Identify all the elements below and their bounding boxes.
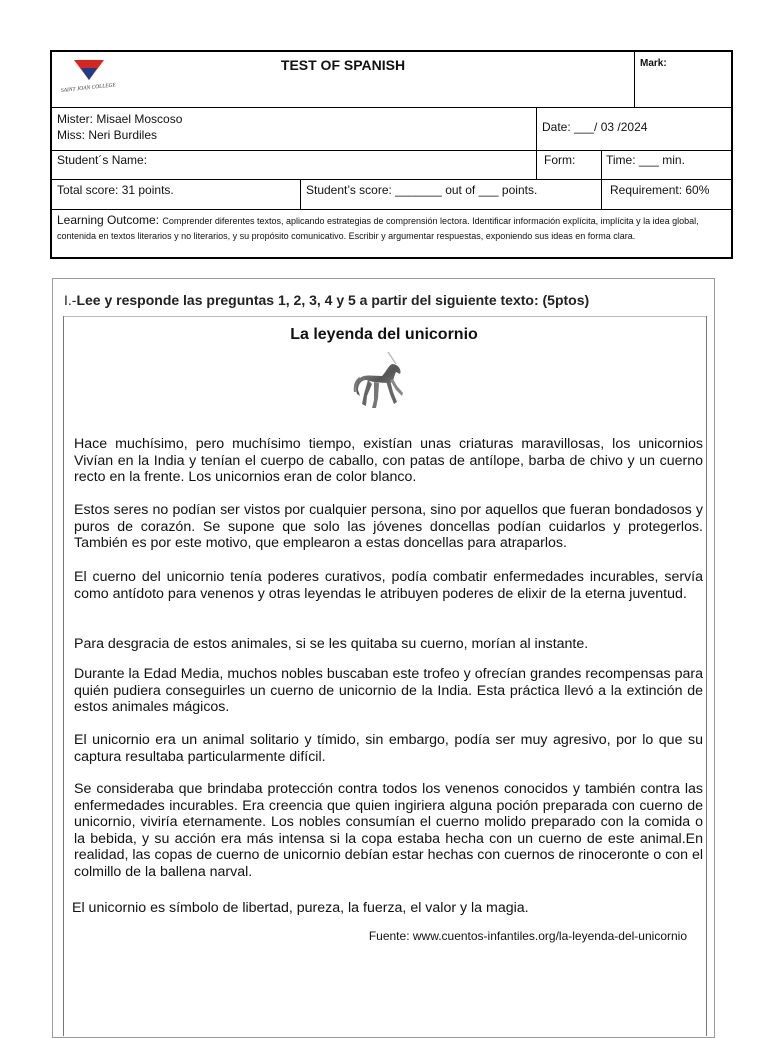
story-paragraph-8: El unicornio es símbolo de libertad, pureza, la fuerza, el valor y la magia. [72, 900, 529, 916]
story-paragraph-4: Para desgracia de estos animales, si se les quitaba su cuerno, morían al instante. [74, 636, 589, 652]
question-number: I.- [64, 292, 77, 308]
learning-outcome-label: Learning Outcome: [57, 213, 160, 227]
learning-outcome-text: Comprender diferentes textos, aplicando estrategias de comprensión lectora. Identificar información explícita, implícita y la idea global, contenida en textos literarios y no literarios, y su propósito comunicativo. Escribir y argumentar respuestas, exponiendo sus ideas en forma clara. [57, 216, 699, 241]
text-frame-top [63, 316, 707, 317]
unicorn-icon [352, 350, 412, 412]
total-score: Total score: 31 points. [57, 183, 174, 197]
requirement: Requirement: 60% [610, 183, 710, 197]
text-frame-left [63, 316, 64, 1036]
story-paragraph-7: Se consideraba que brindaba protección contra todos los venenos conocidos y también contra las enfermedades incurables. Era creencia que quien ingiriera alguna poción preparada con cuerno de unicornio, viviría eternamente. Los nobles consumían el cuerno molido preparado con la comida o la bebida, y su acción era más intensa si la copa estaba hecha con un cuerno de este animal.En realidad, las copas de cuerno de unicornio debían estar hechas con cuernos de rinoceronte o con el colmillo de la ballena narval. [74, 781, 703, 880]
story-paragraph-3: El cuerno del unicornio tenía poderes curativos, podía combatir enfermedades incurables, servía como antídoto para venenos y otras leyendas le atribuyen poderes de elixir de la eterna juventud. [74, 569, 703, 602]
story-paragraph-2: Estos seres no podían ser vistos por cualquier persona, sino por aquellos que fueran bondadosos y puros de corazón. Se supone que solo las jóvenes doncellas podían cuidarlos y protegerlos. También es por este motivo, que emplearon a estas doncellas para atraparlos. [74, 502, 703, 551]
story-paragraph-6: El unicornio era un animal solitario y tímido, sin embargo, podía ser muy agresivo, por lo que su captura resultaba particularmente difícil. [74, 732, 703, 765]
teacher-name-2: Miss: Neri Burdiles [57, 128, 158, 142]
date-field[interactable]: Date: ___/ 03 /2024 [542, 120, 648, 134]
divider [52, 107, 731, 108]
divider [52, 179, 731, 180]
divider [634, 52, 635, 107]
logo-text: SAINT JOAN COLLEGE [60, 82, 117, 94]
divider [52, 150, 731, 151]
teacher-name-1: Mister: Misael Moscoso [57, 112, 183, 126]
header-table [50, 50, 733, 259]
form-label[interactable]: Form: [544, 153, 576, 167]
divider [52, 209, 731, 210]
divider [601, 179, 602, 209]
story-paragraph-1: Hace muchísimo, pero muchísimo tiempo, existían unas criaturas maravillosas, los unicornios Vivían en la India y tenían el cuerpo de caballo, con patas de antílope, barba de chivo y un cuerno recto en la frente. Los unicornios eran de color blanco. [74, 436, 703, 485]
learning-outcome [57, 213, 727, 243]
divider [536, 107, 537, 179]
text-frame-right [706, 316, 707, 1036]
instruction-text: Lee y responde las preguntas 1, 2, 3, 4 y 5 a partir del siguiente texto: (5ptos) [76, 292, 590, 308]
student-name-label[interactable]: Student´s Name: [57, 153, 148, 167]
source-citation: Fuente: www.cuentos-infantiles.org/la-leyenda-del-unicornio [368, 929, 687, 943]
time-label[interactable]: Time: ___ min. [606, 153, 685, 167]
test-title: TEST OF SPANISH [280, 57, 406, 73]
divider [601, 150, 602, 179]
mark-label: Mark: [640, 58, 667, 69]
divider [300, 179, 301, 209]
question-instruction [64, 292, 589, 308]
student-score[interactable]: Student’s score: _______ out of ___ points. [306, 183, 538, 197]
story-title: La leyenda del unicornio [290, 326, 478, 343]
story-paragraph-5: Durante la Edad Media, muchos nobles buscaban este trofeo y ofrecían grandes recompensas para quién pudiera conseguirles un cuerno de unicornio de la India. Esta práctica llevó a la extinción de estos animales mágicos. [74, 666, 703, 715]
